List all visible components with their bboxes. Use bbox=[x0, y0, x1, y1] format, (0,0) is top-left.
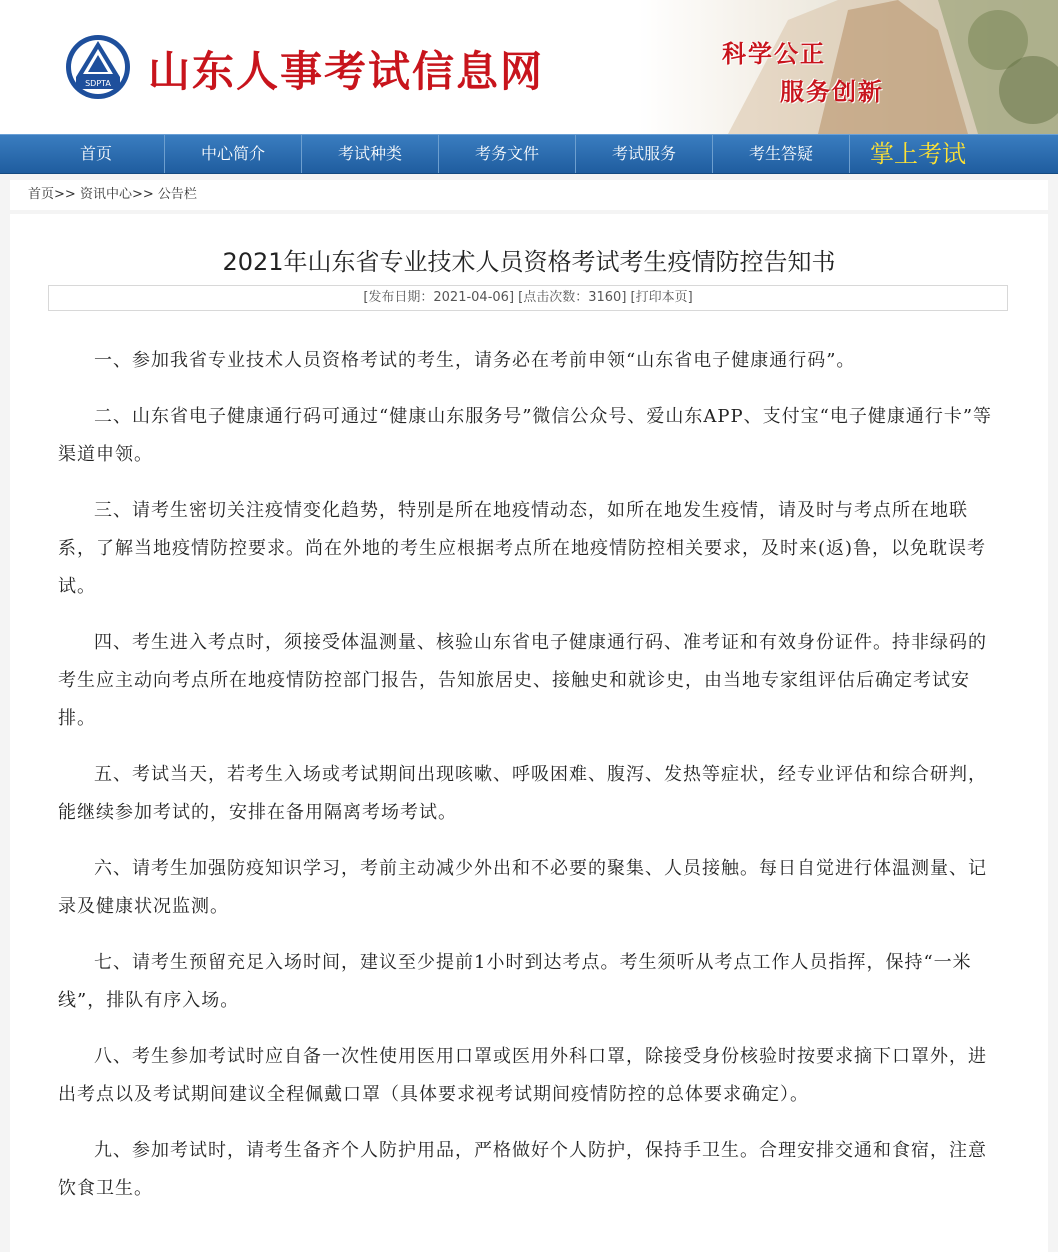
breadcrumb-separator: >> bbox=[54, 187, 76, 202]
nav-exam-services[interactable]: 考试服务 bbox=[576, 135, 713, 173]
mountain-banner-image bbox=[638, 0, 1058, 134]
article-paragraph: 一、参加我省专业技术人员资格考试的考生，请务必在考前申领“山东省电子健康通行码”。 bbox=[94, 350, 856, 371]
click-count-label: ] [点击次数： bbox=[508, 290, 589, 305]
article-title: 2021年山东省专业技术人员资格考试考生疫情防控告知书 bbox=[222, 248, 836, 276]
article-paragraph: 九、参加考试时，请考生备齐个人防护用品，严格做好个人防护，保持手卫生。合理安排交通和食宿，注意饮食卫生。 bbox=[58, 1140, 987, 1199]
article-paragraph: 五、考试当天，若考生入场或考试期间出现咳嗽、呼吸困难、腹泻、发热等症状，经专业评估和综合研判，能继续参加考试的，安排在备用隔离考场考试。 bbox=[58, 764, 987, 823]
article-paragraph: 七、请考生预留充足入场时间，建议至少提前1小时到达考点。考生须听从考点工作人员指挥，保持“一米线”，排队有序入场。 bbox=[58, 952, 972, 1011]
publish-date: 2021-04-06 bbox=[433, 290, 509, 305]
breadcrumb bbox=[10, 180, 1048, 210]
main-nav bbox=[0, 134, 1058, 174]
article-meta bbox=[48, 285, 1008, 311]
article-paragraph: 六、请考生加强防疫知识学习，考前主动减少外出和不必要的聚集、人员接触。每日自觉进行体温测量、记录及健康状况监测。 bbox=[58, 858, 987, 917]
publish-date-label: [发布日期： bbox=[363, 290, 434, 305]
nav-mobile-exam[interactable]: 掌上考试 bbox=[870, 140, 966, 168]
click-count: 3160 bbox=[588, 290, 622, 305]
logo-text: SDPTA bbox=[85, 79, 111, 88]
sdpta-logo[interactable] bbox=[64, 33, 132, 101]
nav-exam-files[interactable]: 考务文件 bbox=[439, 135, 576, 173]
nav-faq[interactable]: 考生答疑 bbox=[713, 135, 850, 173]
article-paragraph: 三、请考生密切关注疫情变化趋势，特别是所在地疫情动态，如所在地发生疫情，请及时与考点所在地联系，了解当地疫情防控要求。尚在外地的考生应根据考点所在地疫情防控相关要求，及时来(返)鲁，以免耽误考试。 bbox=[58, 500, 987, 597]
article-paragraph: 八、考生参加考试时应自备一次性使用医用口罩或医用外科口罩，除接受身份核验时按要求摘下口罩外，进出考点以及考试期间建议全程佩戴口罩（具体要求视考试期间疫情防控的总体要求确定）。 bbox=[58, 1046, 987, 1105]
site-header bbox=[0, 0, 1058, 134]
breadcrumb-separator: >> bbox=[131, 187, 154, 202]
nav-about[interactable]: 中心简介 bbox=[165, 135, 302, 173]
nav-exam-types[interactable]: 考试种类 bbox=[302, 135, 439, 173]
article-body bbox=[58, 342, 998, 1226]
article-panel bbox=[10, 214, 1048, 1252]
breadcrumb-current[interactable]: 公告栏 bbox=[157, 187, 197, 202]
site-title[interactable]: 山东人事考试信息网 bbox=[148, 47, 545, 96]
article-paragraph: 二、山东省电子健康通行码可通过“健康山东服务号”微信公众号、爱山东APP、支付宝“电子健康通行卡”等渠道申领。 bbox=[58, 406, 993, 465]
slogan-line-1: 科学公正 bbox=[722, 39, 826, 68]
breadcrumb-section[interactable]: 资讯中心 bbox=[79, 187, 132, 202]
article-paragraph: 四、考生进入考点时，须接受体温测量、核验山东省电子健康通行码、准考证和有效身份证件。持非绿码的考生应主动向考点所在地疫情防控部门报告，告知旅居史、接触史和就诊史，由当地专家组评估后确定考试安排。 bbox=[58, 632, 987, 729]
print-page-link[interactable]: ] [打印本页] bbox=[621, 290, 693, 305]
breadcrumb-home[interactable]: 首页 bbox=[28, 187, 55, 202]
nav-home[interactable]: 首页 bbox=[28, 135, 165, 173]
slogan-line-2: 服务创新 bbox=[780, 77, 884, 106]
